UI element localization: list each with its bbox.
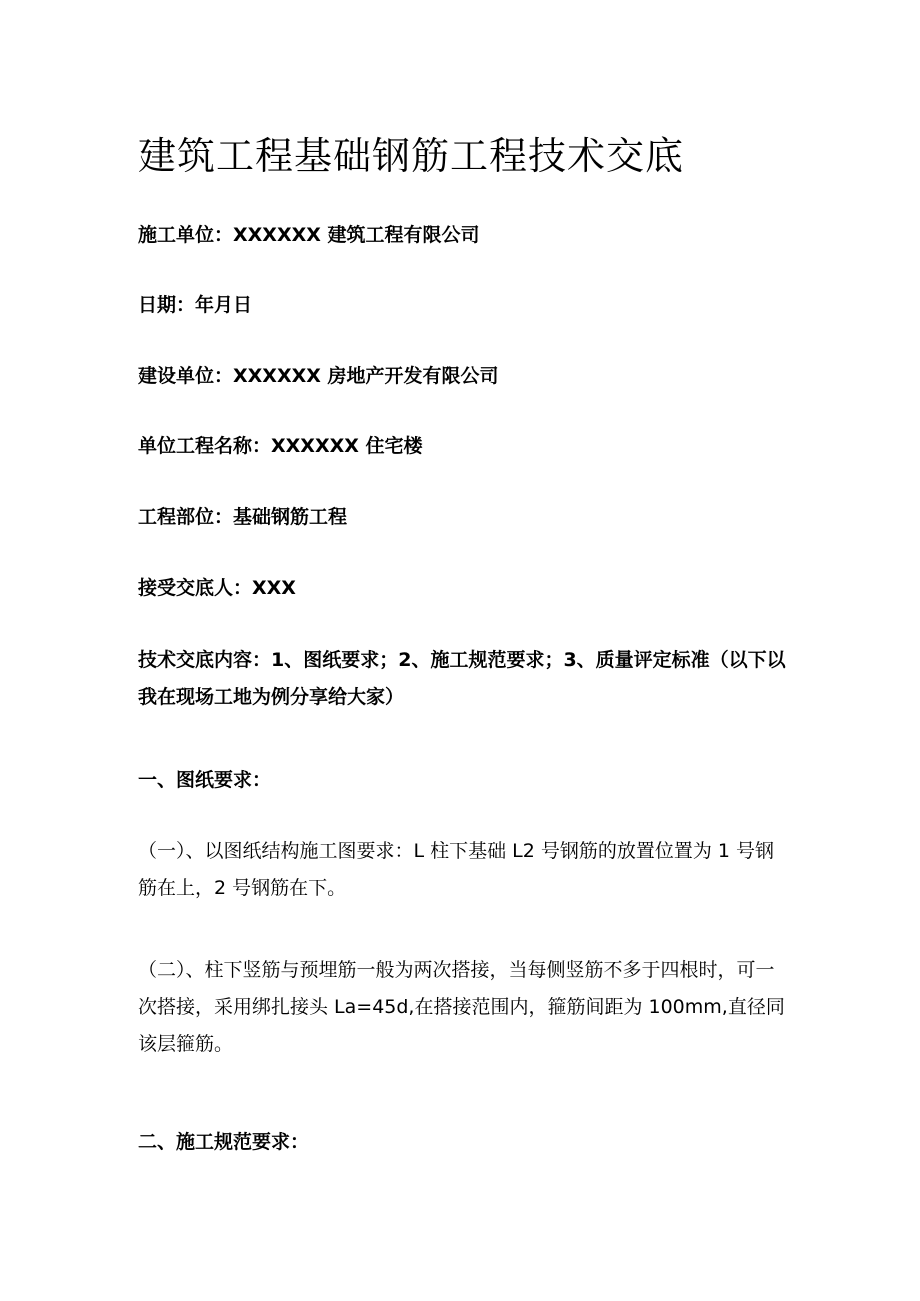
development-unit-line: 建设单位：XXXXXX 房地产开发有限公司 [138, 365, 499, 387]
project-name-line: 单位工程名称：XXXXXX 住宅楼 [138, 435, 423, 457]
content-summary-paragraph: 技术交底内容：1、图纸要求；2、施工规范要求；3、质量评定标准（以下以我在现场工地为例分享给大家） [138, 649, 786, 708]
section-one-heading: 一、图纸要求： [138, 769, 272, 791]
project-part-line: 工程部位：基础钢筋工程 [138, 506, 348, 528]
construction-unit-line: 施工单位：XXXXXX 建筑工程有限公司 [138, 224, 480, 246]
item-one-paragraph: （一）、以图纸结构施工图要求：L 柱下基础 L2 号钢筋的放置位置为 1 号钢筋在上，2 号钢筋在下。 [138, 840, 775, 899]
document-title: 建筑工程基础钢筋工程技术交底 [138, 134, 685, 178]
section-two-heading: 二、施工规范要求： [138, 1131, 310, 1153]
recipient-line: 接受交底人：XXX [138, 577, 296, 599]
date-line: 日期：年月日 [138, 294, 253, 316]
item-two-paragraph: （二）、柱下竖筋与预埋筋一般为两次搭接，当每侧竖筋不多于四根时，可一次搭接，采用绑扎接头 La=45d,在搭接范围内，箍筋间距为 100mm,直径同该层箍筋。 [138, 959, 785, 1055]
